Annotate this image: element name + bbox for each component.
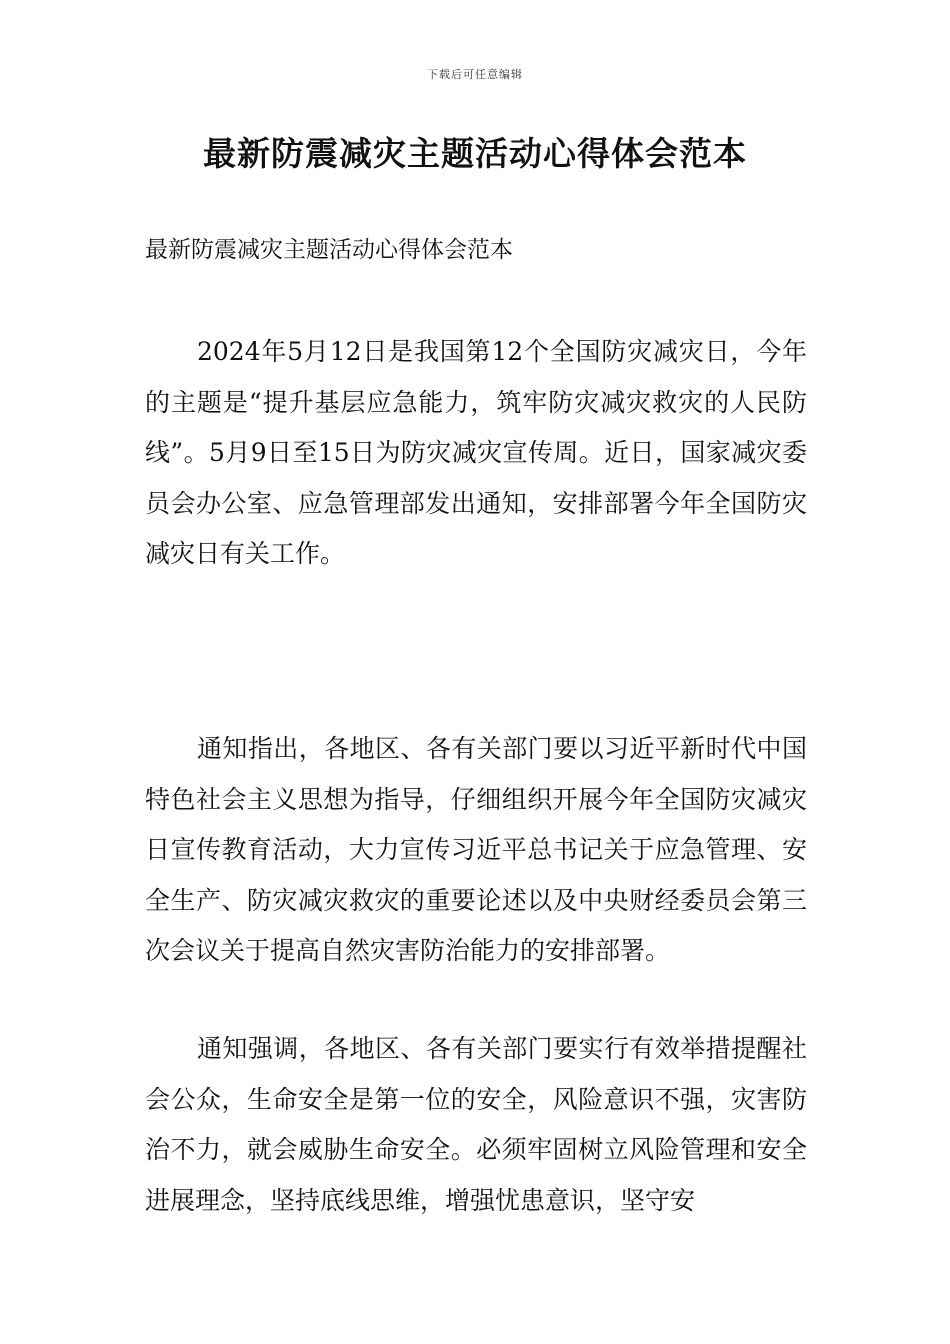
header-note: 下载后可任意编辑 [427,68,523,81]
paragraph-3: 通知强调，各地区、各有关部门要实行有效举措提醒社会公众，生命安全是第一位的安全，风险意识不强，灾害防治不力，就会威胁生命安全。必须牢固树立风险管理和安全进展理念，坚持底线思维，增强忧患意识，坚守安 [145,1034,807,1215]
paragraph-2: 通知指出，各地区、各有关部门要以习近平新时代中国特色社会主义思想为指导，仔细组织开展今年全国防灾减灾日宣传教育活动，大力宣传习近平总书记关于应急管理、安全生产、防灾减灾救灾的重要论述以及中央财经委员会第三次会议关于提高自然灾害防治能力的安排部署。 [145,734,807,965]
document-title: 最新防震减灾主题活动心得体会范本 [203,134,747,173]
document-subtitle: 最新防震减灾主题活动心得体会范本 [145,237,513,263]
paragraph-1: 2024年5月12日是我国第12个全国防灾减灾日，今年的主题是“提升基层应急能力，筑牢防灾减灾救灾的人民防线”。5月9日至15日为防灾减灾宣传周。近日，国家减灾委员会办公室、应急管理部发出通知，安排部署今年全国防灾减灾日有关工作。 [145,337,807,568]
